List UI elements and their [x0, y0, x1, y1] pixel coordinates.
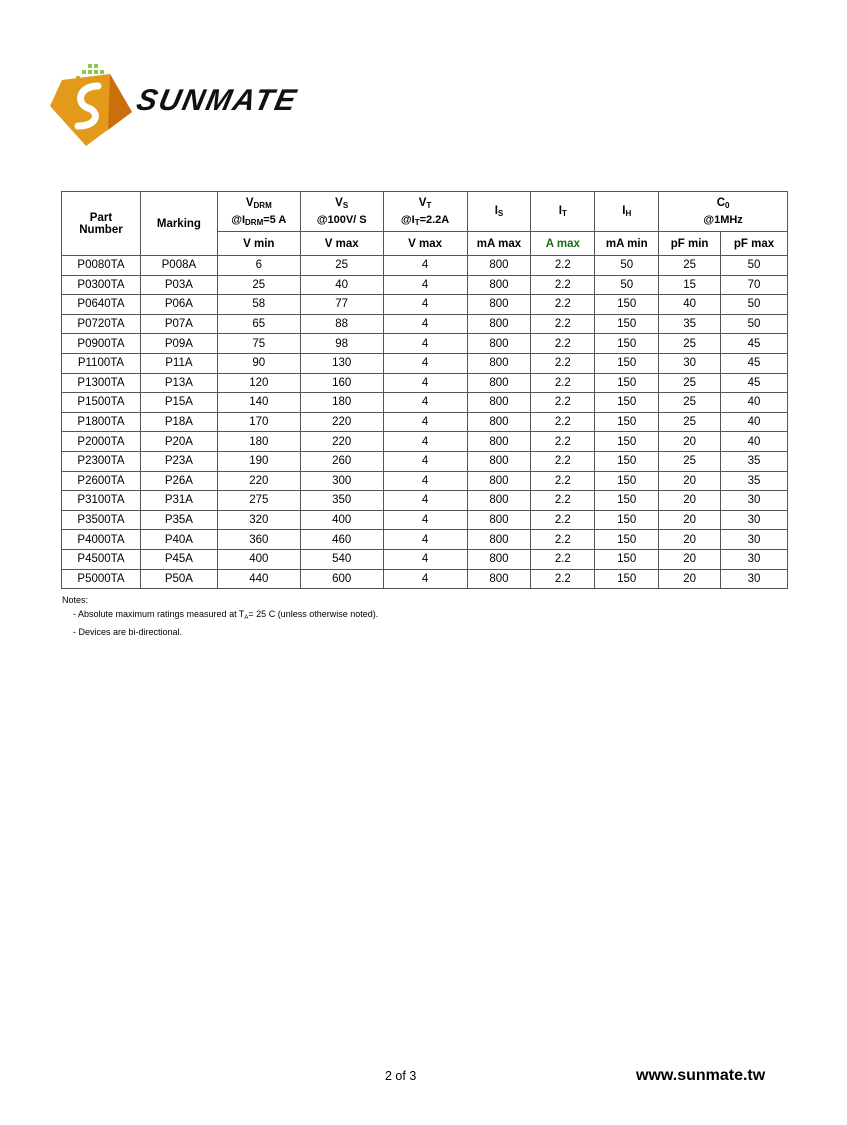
- table-cell: 40: [300, 275, 383, 295]
- table-cell: 800: [467, 412, 531, 432]
- page-number: 2 of 3: [385, 1069, 417, 1083]
- table-cell: 35: [659, 314, 721, 334]
- table-cell: 150: [595, 471, 659, 491]
- unit-cell: V min: [217, 232, 300, 256]
- table-cell: 400: [217, 549, 300, 569]
- table-cell: 540: [300, 549, 383, 569]
- table-row: [62, 530, 788, 550]
- notes-title: Notes:: [62, 595, 89, 605]
- table-cell: P008A: [140, 256, 217, 276]
- table-row: [62, 393, 788, 413]
- table-cell: 4: [383, 412, 467, 432]
- table-row: [62, 549, 788, 569]
- table-cell: 30: [721, 530, 788, 550]
- table-cell: 25: [659, 393, 721, 413]
- header-vdrm: $V_{DRM}$ $@I_{DRM}=5$ A: [217, 192, 300, 232]
- table-cell: 400: [300, 510, 383, 530]
- table-cell: P4000TA: [62, 530, 141, 550]
- table-cell: P0300TA: [62, 275, 141, 295]
- table-cell: 600: [300, 569, 383, 589]
- table-cell: 150: [595, 334, 659, 354]
- table-cell: 800: [467, 275, 531, 295]
- table-cell: 58: [217, 295, 300, 315]
- table-cell: P07A: [140, 314, 217, 334]
- table-cell: 150: [595, 314, 659, 334]
- table-cell: 4: [383, 530, 467, 550]
- table-cell: 260: [300, 451, 383, 471]
- table-cell: 90: [217, 353, 300, 373]
- table-cell: P31A: [140, 491, 217, 511]
- table-cell: 30: [659, 353, 721, 373]
- table-cell: P13A: [140, 373, 217, 393]
- header-vs: $V_S$ @100V/ S: [300, 192, 383, 232]
- table-cell: 800: [467, 471, 531, 491]
- table-cell: 4: [383, 256, 467, 276]
- unit-cell: V max: [383, 232, 467, 256]
- table-cell: P15A: [140, 393, 217, 413]
- table-cell: 2.2: [531, 334, 595, 354]
- note-item: - Absolute maximum ratings measured at $T_A= 25$ C (unless otherwise noted).: [73, 609, 379, 621]
- table-cell: 4: [383, 491, 467, 511]
- table-cell: 800: [467, 549, 531, 569]
- table-cell: 2.2: [531, 314, 595, 334]
- table-cell: 4: [383, 549, 467, 569]
- table-cell: 4: [383, 334, 467, 354]
- table-body: [62, 256, 788, 589]
- table-cell: 2.2: [531, 373, 595, 393]
- unit-cell: V max: [300, 232, 383, 256]
- header-ih: $I_H$: [595, 192, 659, 232]
- table-cell: 2.2: [531, 471, 595, 491]
- table-cell: 320: [217, 510, 300, 530]
- table-cell: 40: [721, 412, 788, 432]
- table-cell: 275: [217, 491, 300, 511]
- table-cell: 2.2: [531, 530, 595, 550]
- table-cell: 77: [300, 295, 383, 315]
- table-cell: 150: [595, 393, 659, 413]
- table-cell: P40A: [140, 530, 217, 550]
- table-cell: 800: [467, 393, 531, 413]
- table-cell: 220: [217, 471, 300, 491]
- table-cell: P1100TA: [62, 353, 141, 373]
- table-cell: P3100TA: [62, 491, 141, 511]
- table-cell: 2.2: [531, 569, 595, 589]
- table-cell: 70: [721, 275, 788, 295]
- unit-cell: A max: [531, 232, 595, 256]
- table-cell: P11A: [140, 353, 217, 373]
- note-item: - Devices are bi-directional.: [73, 627, 183, 637]
- table-cell: 25: [300, 256, 383, 276]
- table-cell: 30: [721, 549, 788, 569]
- table-cell: 15: [659, 275, 721, 295]
- table-cell: 140: [217, 393, 300, 413]
- table-cell: 4: [383, 471, 467, 491]
- table-cell: 360: [217, 530, 300, 550]
- table-cell: 50: [721, 295, 788, 315]
- table-cell: 30: [721, 491, 788, 511]
- table-cell: 170: [217, 412, 300, 432]
- table-cell: 2.2: [531, 549, 595, 569]
- table-cell: 220: [300, 432, 383, 452]
- table-cell: 150: [595, 491, 659, 511]
- header-marking: Marking: [140, 192, 217, 256]
- table-cell: P2600TA: [62, 471, 141, 491]
- table-cell: 800: [467, 314, 531, 334]
- table-cell: 4: [383, 295, 467, 315]
- table-cell: 75: [217, 334, 300, 354]
- table-cell: 4: [383, 314, 467, 334]
- table-cell: 180: [300, 393, 383, 413]
- table-cell: 45: [721, 353, 788, 373]
- table-cell: 160: [300, 373, 383, 393]
- table-cell: 800: [467, 432, 531, 452]
- table-cell: 130: [300, 353, 383, 373]
- table-cell: 4: [383, 510, 467, 530]
- table-cell: 4: [383, 353, 467, 373]
- table-cell: 4: [383, 451, 467, 471]
- table-row: [62, 491, 788, 511]
- table-cell: 40: [659, 295, 721, 315]
- unit-cell: mA max: [467, 232, 531, 256]
- table-cell: P0640TA: [62, 295, 141, 315]
- table-cell: 40: [721, 432, 788, 452]
- table-cell: P5000TA: [62, 569, 141, 589]
- table-cell: P2000TA: [62, 432, 141, 452]
- table-cell: 45: [721, 334, 788, 354]
- table-cell: 40: [721, 393, 788, 413]
- table-cell: 350: [300, 491, 383, 511]
- table-cell: P45A: [140, 549, 217, 569]
- table-cell: 4: [383, 275, 467, 295]
- table-cell: P50A: [140, 569, 217, 589]
- table-row: [62, 256, 788, 276]
- table-cell: P1300TA: [62, 373, 141, 393]
- table-cell: 800: [467, 491, 531, 511]
- table-row: [62, 471, 788, 491]
- table-cell: 50: [721, 256, 788, 276]
- table-row: [62, 432, 788, 452]
- table-cell: 190: [217, 451, 300, 471]
- header-vt: $V_T$ $@I_T=2.2A$: [383, 192, 467, 232]
- table-cell: 20: [659, 471, 721, 491]
- table-cell: 4: [383, 393, 467, 413]
- table-cell: 25: [659, 451, 721, 471]
- table-cell: P18A: [140, 412, 217, 432]
- table-cell: P0080TA: [62, 256, 141, 276]
- table-cell: 20: [659, 510, 721, 530]
- table-cell: 20: [659, 549, 721, 569]
- table-cell: 4: [383, 569, 467, 589]
- website-link[interactable]: www.sunmate.tw: [636, 1067, 766, 1084]
- table-row: [62, 510, 788, 530]
- table-cell: P06A: [140, 295, 217, 315]
- table-cell: 150: [595, 569, 659, 589]
- table-cell: P09A: [140, 334, 217, 354]
- spec-table: [61, 191, 788, 589]
- table-cell: 4: [383, 432, 467, 452]
- table-cell: 25: [659, 334, 721, 354]
- table-cell: 460: [300, 530, 383, 550]
- table-row: [62, 569, 788, 589]
- table-cell: 150: [595, 432, 659, 452]
- unit-cell: pF min: [659, 232, 721, 256]
- table-cell: 800: [467, 256, 531, 276]
- table-cell: 2.2: [531, 353, 595, 373]
- table-cell: 50: [595, 275, 659, 295]
- table-row: [62, 275, 788, 295]
- table-cell: 25: [659, 256, 721, 276]
- table-cell: P03A: [140, 275, 217, 295]
- header-c0: $C_0$ @1MHz: [659, 192, 788, 232]
- table-cell: 2.2: [531, 275, 595, 295]
- header-is: $I_S$: [467, 192, 531, 232]
- table-cell: P1500TA: [62, 393, 141, 413]
- header-it: $I_T$: [531, 192, 595, 232]
- table-cell: P1800TA: [62, 412, 141, 432]
- table-cell: 35: [721, 471, 788, 491]
- table-cell: 30: [721, 510, 788, 530]
- table-cell: P2300TA: [62, 451, 141, 471]
- table-cell: P4500TA: [62, 549, 141, 569]
- table-cell: 20: [659, 491, 721, 511]
- table-cell: 800: [467, 373, 531, 393]
- table-cell: 120: [217, 373, 300, 393]
- table-cell: 800: [467, 295, 531, 315]
- table-row: [62, 373, 788, 393]
- table-cell: 150: [595, 530, 659, 550]
- table-row: [62, 451, 788, 471]
- table-cell: 2.2: [531, 256, 595, 276]
- table-cell: 150: [595, 353, 659, 373]
- table-cell: P23A: [140, 451, 217, 471]
- table-cell: 2.2: [531, 393, 595, 413]
- table-row: [62, 334, 788, 354]
- table-row: [62, 353, 788, 373]
- table-cell: 65: [217, 314, 300, 334]
- table-cell: P26A: [140, 471, 217, 491]
- table-cell: 800: [467, 530, 531, 550]
- table-cell: 20: [659, 530, 721, 550]
- table-cell: 50: [721, 314, 788, 334]
- brand-name: SUNMATE: [133, 84, 301, 117]
- notes: [62, 593, 378, 639]
- table-cell: 150: [595, 510, 659, 530]
- table-cell: 180: [217, 432, 300, 452]
- table-cell: P0720TA: [62, 314, 141, 334]
- table-cell: 2.2: [531, 432, 595, 452]
- table-cell: 35: [721, 451, 788, 471]
- table-cell: 800: [467, 334, 531, 354]
- table-cell: 800: [467, 353, 531, 373]
- table-cell: 150: [595, 412, 659, 432]
- table-cell: 800: [467, 569, 531, 589]
- table-cell: 800: [467, 451, 531, 471]
- table-cell: 4: [383, 373, 467, 393]
- table-cell: 25: [659, 412, 721, 432]
- table-cell: 2.2: [531, 451, 595, 471]
- table-cell: 88: [300, 314, 383, 334]
- header-part-number: Part Number: [62, 192, 141, 256]
- table-cell: 150: [595, 549, 659, 569]
- table-row: [62, 314, 788, 334]
- table-cell: 30: [721, 569, 788, 589]
- table-cell: 150: [595, 295, 659, 315]
- table-cell: 150: [595, 373, 659, 393]
- unit-cell: mA min: [595, 232, 659, 256]
- table-cell: 6: [217, 256, 300, 276]
- table-cell: 2.2: [531, 412, 595, 432]
- table-cell: P3500TA: [62, 510, 141, 530]
- table-cell: 2.2: [531, 491, 595, 511]
- table-cell: 440: [217, 569, 300, 589]
- table-cell: 150: [595, 451, 659, 471]
- table-cell: 20: [659, 569, 721, 589]
- table-row: [62, 412, 788, 432]
- table-cell: 2.2: [531, 510, 595, 530]
- table-cell: 25: [217, 275, 300, 295]
- table-cell: 800: [467, 510, 531, 530]
- table-cell: 20: [659, 432, 721, 452]
- table-cell: P0900TA: [62, 334, 141, 354]
- table-cell: 98: [300, 334, 383, 354]
- table-cell: 45: [721, 373, 788, 393]
- table-cell: 300: [300, 471, 383, 491]
- table-cell: P20A: [140, 432, 217, 452]
- unit-cell: pF max: [721, 232, 788, 256]
- table-cell: 2.2: [531, 295, 595, 315]
- table-row: [62, 295, 788, 315]
- table-cell: 220: [300, 412, 383, 432]
- table-cell: P35A: [140, 510, 217, 530]
- table-cell: 50: [595, 256, 659, 276]
- table-cell: 25: [659, 373, 721, 393]
